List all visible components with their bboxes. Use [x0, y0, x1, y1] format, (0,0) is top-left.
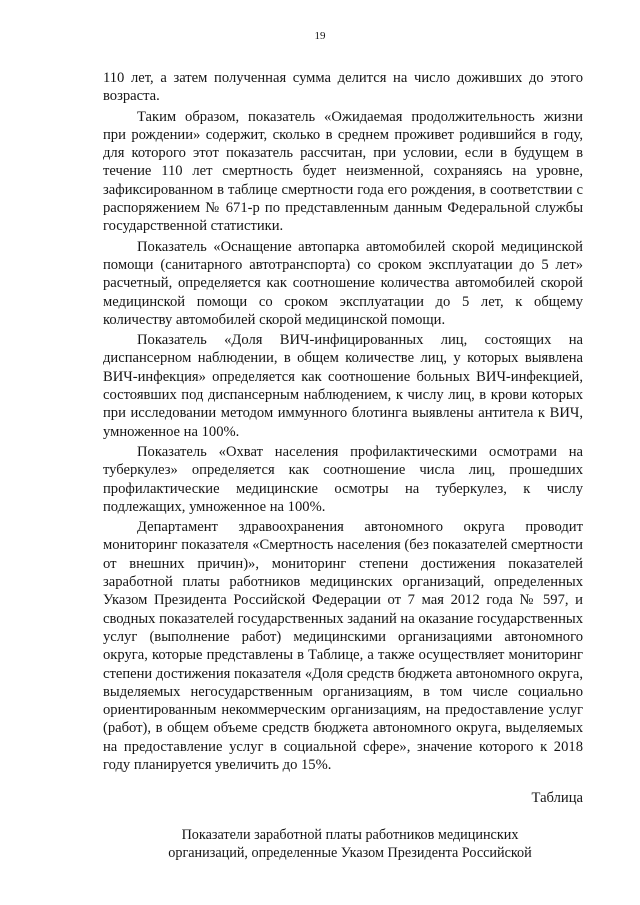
paragraph-life-expectancy: Таким образом, показатель «Ожидаемая продолжительность жизни при рождении» содержит, сколько в среднем проживет родившийся в году, для которого этот показатель рассчитан, при условии, если в будущем в течение 110 лет смертность будет неизменной, сохраняясь на уровне, зафиксированном в таблице смертности года его рождения, в соответствии с распоряжением № 671-р по представленным данным Федеральной службы государственной статистики.	[103, 108, 583, 235]
table-caption	[140, 826, 560, 862]
table-caption-line: организаций, определенные Указом Президента Российской	[168, 845, 532, 861]
paragraph-ambulance-fleet: Показатель «Оснащение автопарка автомобилей скорой медицинской помощи (санитарного автотранспорта) со сроком эксплуатации до 5 лет» расчетный, определяется как соотношение количества автомобилей скорой медицинской помощи со сроком эксплуатации до 5 лет, к общему количеству автомобилей скорой медицинской помощи.	[103, 238, 583, 328]
table-caption-line: Показатели заработной платы работников медицинских	[181, 827, 519, 843]
paragraph-hiv-share: Показатель «Доля ВИЧ-инфицированных лиц, состоящих на диспансерном наблюдении, в общем количестве лиц, у которых выявлена ВИЧ-инфекция» определяется как соотношение больных ВИЧ-инфекцией, состоявших под диспансерным наблюдением, к числу лиц, в крови которых при исследовании методом иммунного блотинга выявлены антитела к ВИЧ, умноженное на 100%.	[103, 332, 583, 440]
body-text	[103, 69, 583, 774]
paragraph-continuation: 110 лет, а затем полученная сумма делится на число доживших до этого возраста.	[103, 70, 583, 105]
paragraph-health-department-monitoring: Департамент здравоохранения автономного округа проводит мониторинг показателя «Смертность населения (без показателей смертности от внешних причин)», мониторинг степени достижения показателей заработной платы работников медицинских организаций, определенных Указом Президента Российской Федерации от 7 мая 2012 года № 597, и сводных показателей государственных заданий на оказание государственных услуг (выполнение работ) медицинскими организациями автономного округа, которые представлены в Таблице, а также осуществляет мониторинг степени достижения показателя «Доля средств бюджета автономного округа, выделяемых негосударственным организациям, в том числе социально ориентированным некоммерческим организациям, на предоставление услуг (работ), в общем объеме средств бюджета автономного округа, выделяемых на предоставление услуг в социальной сфере», значение которого к 2018 году планируется увеличить до 15%.	[103, 519, 583, 773]
table-label: Таблица	[531, 790, 583, 806]
paragraph-tuberculosis-screening: Показатель «Охват населения профилактическими осмотрами на туберкулез» определяется как соотношение числа лиц, прошедших профилактические медицинские осмотры на туберкулез, к числу подлежащих, умноженное на 100%.	[103, 443, 583, 515]
page-number: 19	[314, 30, 326, 42]
